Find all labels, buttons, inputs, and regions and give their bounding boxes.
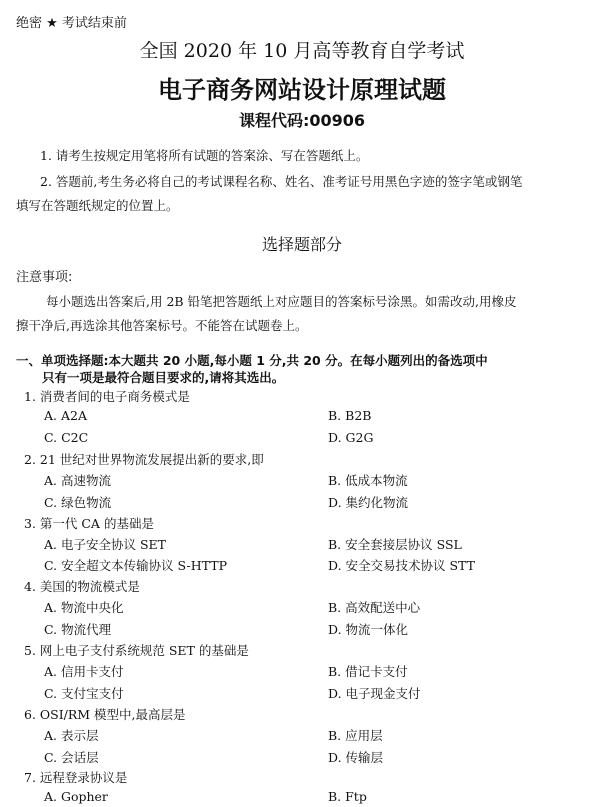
- part1-heading: [16, 352, 488, 386]
- notice-line-1: 每小题选出答案后,用 2B 铅笔把答题纸上对应题目的答案标号涂黑。如需改动,用橡皮: [46, 294, 517, 309]
- q5-option-c: C. 支付宝支付: [44, 686, 124, 701]
- secret-mark: 绝密 ★ 考试结束前: [16, 16, 127, 31]
- q4-option-a: A. 物流中央化: [44, 600, 124, 615]
- notice-line-2: 擦干净后,再选涂其他答案标号。不能答在试题卷上。: [16, 318, 308, 333]
- q5-option-a: A. 信用卡支付: [44, 664, 124, 679]
- question-5-stem: 5. 网上电子支付系统规范 SET 的基础是: [24, 643, 249, 658]
- question-2-stem: 2. 21 世纪对世界物流发展提出新的要求,即: [24, 452, 264, 467]
- q2-option-c: C. 绿色物流: [44, 495, 112, 510]
- q2-option-d: D. 集约化物流: [328, 495, 409, 510]
- q2-option-a: A. 高速物流: [44, 473, 111, 488]
- paper-title: 电子商务网站设计原理试题: [158, 76, 446, 104]
- q2-option-b: B. 低成本物流: [328, 473, 408, 488]
- q3-option-d: D. 安全交易技术协议 STT: [328, 558, 475, 573]
- part1-heading-line-1: 一、单项选择题:本大题共 20 小题,每小题 1 分,共 20 分。在每小题列出的备选项中: [16, 353, 488, 368]
- q4-option-c: C. 物流代理: [44, 622, 112, 637]
- q5-option-b: B. 借记卡支付: [328, 664, 408, 679]
- question-3-stem: 3. 第一代 CA 的基础是: [24, 516, 154, 531]
- instruction-2: 2. 答题前,考生务必将自己的考试课程名称、姓名、准考证号用黑色字迹的签字笔或钢笔: [40, 174, 523, 189]
- q5-option-d: D. 电子现金支付: [328, 686, 421, 701]
- instruction-1: 1. 请考生按规定用笔将所有试题的答案涂、写在答题纸上。: [40, 148, 369, 163]
- notice-heading: 注意事项:: [16, 270, 73, 285]
- exam-title: 全国 2020 年 10 月高等教育自学考试: [139, 40, 465, 62]
- instruction-2-cont: 填写在答题纸规定的位置上。: [16, 198, 179, 213]
- question-1-stem: 1. 消费者间的电子商务模式是: [24, 389, 190, 404]
- section-title: 选择题部分: [261, 235, 342, 254]
- question-7-stem: 7. 远程登录协议是: [24, 770, 128, 785]
- part1-heading-line-2: 只有一项是最符合题目要求的,请将其选出。: [42, 370, 285, 385]
- q1-option-c: C. C2C: [44, 430, 89, 445]
- q3-option-a: A. 电子安全协议 SET: [44, 537, 166, 552]
- q1-option-a: A. A2A: [44, 408, 87, 423]
- q7-option-a: A. Gopher: [44, 789, 108, 804]
- q4-option-d: D. 物流一体化: [328, 622, 409, 637]
- q1-option-d: D. G2G: [328, 430, 374, 445]
- q6-option-d: D. 传输层: [328, 750, 384, 765]
- q3-option-b: B. 安全套接层协议 SSL: [328, 537, 462, 552]
- q7-option-b: B. Ftp: [328, 789, 367, 804]
- question-4-stem: 4. 美国的物流模式是: [24, 579, 140, 594]
- q1-option-b: B. B2B: [328, 408, 372, 423]
- q6-option-a: A. 表示层: [44, 728, 99, 743]
- course-code: 课程代码:00906: [238, 111, 366, 130]
- q6-option-c: C. 会话层: [44, 750, 99, 765]
- q6-option-b: B. 应用层: [328, 728, 383, 743]
- q4-option-b: B. 高效配送中心: [328, 600, 421, 615]
- question-6-stem: 6. OSI/RM 模型中,最高层是: [24, 707, 186, 722]
- q3-option-c: C. 安全超文本传输协议 S-HTTP: [44, 558, 228, 573]
